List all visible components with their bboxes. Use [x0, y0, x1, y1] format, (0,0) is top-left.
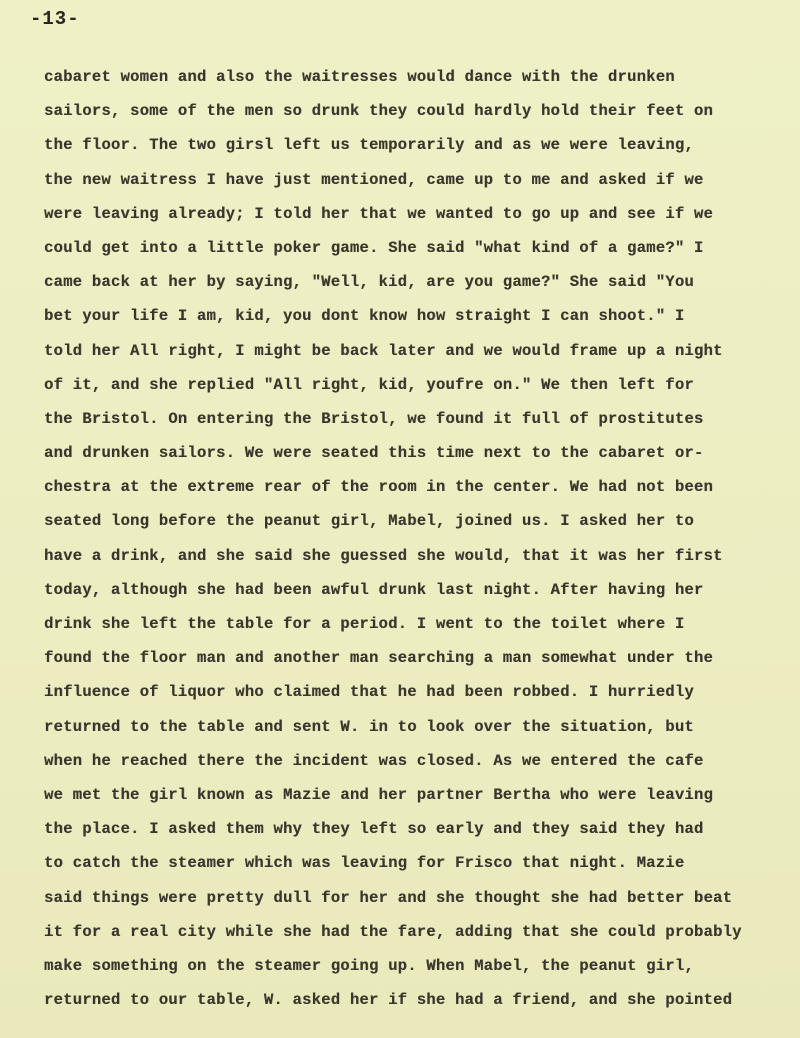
text-line: bet your life I am, kid, you dont know how straight I can shoot." I: [44, 307, 685, 326]
text-line: could get into a little poker game. She said "what kind of a game?" I: [44, 238, 704, 257]
text-line: the new waitress I have just mentioned, came up to me and asked if we: [44, 170, 704, 189]
text-line: we met the girl known as Mazie and her partner Bertha who were leaving: [44, 785, 714, 804]
text-line: chestra at the extreme rear of the room in the center. We had not been: [44, 478, 714, 497]
text-line: influence of liquor who claimed that he had been robbed. I hurriedly: [44, 683, 694, 702]
text-line: returned to the table and sent W. in to look over the situation, but: [44, 717, 694, 736]
text-line: cabaret women and also the waitresses would dance with the drunken: [44, 68, 675, 86]
body-text: [44, 60, 794, 1017]
text-line: said things were pretty dull for her and she thought she had better beat: [44, 888, 733, 907]
text-line: today, although she had been awful drunk last night. After having her: [44, 580, 704, 599]
text-line: came back at her by saying, "Well, kid, are you game?" She said "You: [44, 273, 694, 292]
text-line: found the floor man and another man searching a man somewhat under the: [44, 649, 714, 668]
text-line: returned to our table, W. asked her if she had a friend, and she pointed: [44, 991, 733, 1010]
text-line: the place. I asked them why they left so early and they said they had: [44, 820, 704, 839]
text-line: the Bristol. On entering the Bristol, we found it full of prostitutes: [44, 409, 704, 428]
text-line: drink she left the table for a period. I went to the toilet where I: [44, 615, 685, 633]
text-line: have a drink, and she said she guessed she would, that it was her first: [44, 546, 723, 565]
text-line: make something on the steamer going up. When Mabel, the peanut girl,: [44, 956, 694, 975]
text-line: to catch the steamer which was leaving for Frisco that night. Mazie: [44, 854, 685, 873]
text-line: were leaving already; I told her that we wanted to go up and see if we: [44, 204, 714, 223]
text-line: it for a real city while she had the fare, adding that she could probably: [44, 922, 742, 941]
text-line: told her All right, I might be back later and we would frame up a night: [44, 341, 723, 360]
page-number: -13-: [30, 8, 80, 30]
text-line: when he reached there the incident was closed. As we entered the cafe: [44, 751, 704, 770]
text-line: of it, and she replied "All right, kid, youfre on." We then left for: [44, 375, 694, 394]
text-line: and drunken sailors. We were seated this time next to the cabaret or-: [44, 444, 704, 463]
text-line: seated long before the peanut girl, Mabel, joined us. I asked her to: [44, 512, 694, 531]
text-line: the floor. The two girsl left us temporarily and as we were leaving,: [44, 136, 694, 155]
text-line: sailors, some of the men so drunk they could hardly hold their feet on: [44, 102, 714, 121]
